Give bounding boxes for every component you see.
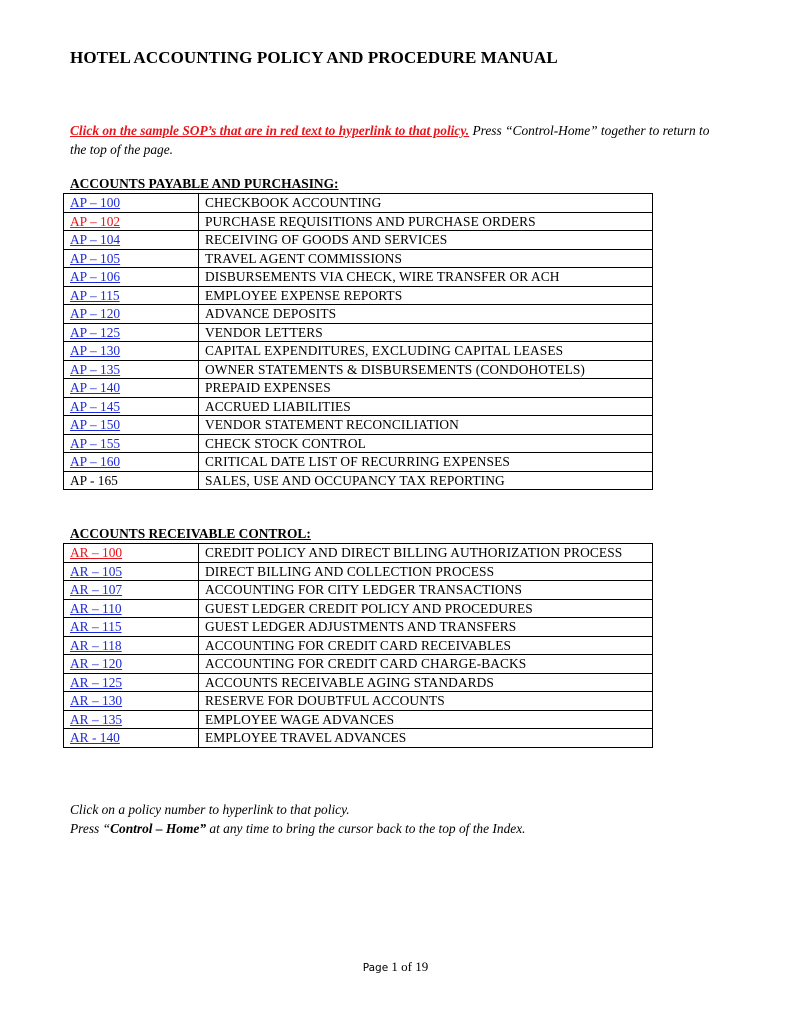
policy-description: CHECKBOOK ACCOUNTING xyxy=(199,194,653,213)
policy-number-link[interactable]: AR – 107 xyxy=(70,582,123,597)
table-row xyxy=(64,599,653,618)
policy-number-link[interactable]: AP – 140 xyxy=(70,380,121,395)
policy-description: PREPAID EXPENSES xyxy=(199,379,653,398)
policy-description: SALES, USE AND OCCUPANCY TAX REPORTING xyxy=(199,471,653,490)
policy-number-cell xyxy=(64,434,199,453)
table-row xyxy=(64,453,653,472)
table-row xyxy=(64,636,653,655)
policy-number-link[interactable]: AR – 100 xyxy=(70,545,123,560)
policy-number-cell xyxy=(64,268,199,287)
policy-number-link[interactable]: AR – 120 xyxy=(70,656,123,671)
table-row xyxy=(64,305,653,324)
policy-number-link[interactable]: AP – 105 xyxy=(70,250,121,266)
table-row xyxy=(64,342,653,361)
policy-number-link[interactable]: AR - 140 xyxy=(70,730,120,745)
policy-number-link[interactable]: AR – 130 xyxy=(70,693,123,708)
table-row xyxy=(64,268,653,287)
policy-number-link[interactable]: AR – 118 xyxy=(70,637,122,653)
policy-description: DISBURSEMENTS VIA CHECK, WIRE TRANSFER OR ACH xyxy=(199,268,653,287)
table-row xyxy=(64,194,653,213)
policy-number-link[interactable]: AP – 104 xyxy=(70,232,121,247)
table-row xyxy=(64,655,653,674)
policy-number-cell xyxy=(64,397,199,416)
table-row xyxy=(64,379,653,398)
policy-number-link[interactable]: AP – 102 xyxy=(70,213,121,229)
page-number xyxy=(0,959,791,975)
policy-number-link[interactable]: AP – 106 xyxy=(70,269,121,284)
policy-number-cell xyxy=(64,581,199,600)
policy-number-cell xyxy=(64,323,199,342)
policy-number-link[interactable]: AP – 115 xyxy=(70,287,120,303)
document-title: HOTEL ACCOUNTING POLICY AND PROCEDURE MANUAL xyxy=(70,48,558,67)
policy-description: RESERVE FOR DOUBTFUL ACCOUNTS xyxy=(199,692,653,711)
policy-number-cell xyxy=(64,636,199,655)
policy-description: RECEIVING OF GOODS AND SERVICES xyxy=(199,231,653,250)
footer-line-2-pre: Press “ xyxy=(70,821,111,836)
policy-description: DIRECT BILLING AND COLLECTION PROCESS xyxy=(199,562,653,581)
policy-number-cell xyxy=(64,194,199,213)
policy-number-cell xyxy=(64,692,199,711)
policy-description: ACCOUNTING FOR CREDIT CARD RECEIVABLES xyxy=(199,636,653,655)
policy-number-link[interactable]: AP – 100 xyxy=(70,195,121,210)
policy-number-link[interactable]: AP – 125 xyxy=(70,324,121,340)
table-row xyxy=(64,212,653,231)
table-row xyxy=(64,397,653,416)
policy-number-link[interactable]: AR – 125 xyxy=(70,674,123,690)
policy-number-cell xyxy=(64,379,199,398)
policy-number-cell xyxy=(64,249,199,268)
footer-line-2-post: at any time to bring the cursor back to the top of the Index. xyxy=(206,821,526,836)
ar-section-heading: ACCOUNTS RECEIVABLE CONTROL: xyxy=(70,526,311,541)
table-row xyxy=(64,729,653,748)
table-row xyxy=(64,323,653,342)
policy-description: ACCRUED LIABILITIES xyxy=(199,397,653,416)
ap-section-heading: ACCOUNTS PAYABLE AND PURCHASING: xyxy=(70,176,339,191)
policy-number-link[interactable]: AR – 135 xyxy=(70,711,123,727)
policy-description: GUEST LEDGER ADJUSTMENTS AND TRANSFERS xyxy=(199,618,653,637)
policy-number-cell xyxy=(64,655,199,674)
policy-description: EMPLOYEE EXPENSE REPORTS xyxy=(199,286,653,305)
policy-description: ACCOUNTING FOR CREDIT CARD CHARGE-BACKS xyxy=(199,655,653,674)
footer-note xyxy=(70,800,526,838)
table-row xyxy=(64,581,653,600)
policy-description: PURCHASE REQUISITIONS AND PURCHASE ORDERS xyxy=(199,212,653,231)
policy-description: ADVANCE DEPOSITS xyxy=(199,305,653,324)
policy-description: OWNER STATEMENTS & DISBURSEMENTS (CONDOHOTELS) xyxy=(199,360,653,379)
table-row xyxy=(64,360,653,379)
policy-number-cell xyxy=(64,471,199,490)
footer-line-2 xyxy=(70,819,526,838)
policy-description: VENDOR STATEMENT RECONCILIATION xyxy=(199,416,653,435)
policy-number-link[interactable]: AP – 135 xyxy=(70,361,121,377)
table-row xyxy=(64,286,653,305)
policy-number-link[interactable]: AP – 130 xyxy=(70,343,121,358)
policy-number: AP - 165 xyxy=(70,472,118,488)
policy-number-link[interactable]: AP – 155 xyxy=(70,435,121,451)
policy-description: ACCOUNTING FOR CITY LEDGER TRANSACTIONS xyxy=(199,581,653,600)
policy-description: EMPLOYEE TRAVEL ADVANCES xyxy=(199,729,653,748)
policy-number-cell xyxy=(64,618,199,637)
policy-number-cell xyxy=(64,710,199,729)
policy-number-link[interactable]: AP – 150 xyxy=(70,417,121,432)
table-row xyxy=(64,434,653,453)
policy-description: EMPLOYEE WAGE ADVANCES xyxy=(199,710,653,729)
policy-number-cell xyxy=(64,673,199,692)
intro-red-instruction: Click on the sample SOP’s that are in red text to hyperlink to that policy. xyxy=(70,123,470,138)
policy-description: CRITICAL DATE LIST OF RECURRING EXPENSES xyxy=(199,453,653,472)
ar-policy-table xyxy=(63,543,653,748)
policy-number-link[interactable]: AR – 115 xyxy=(70,619,122,634)
policy-number-link[interactable]: AP – 160 xyxy=(70,454,121,469)
policy-number-cell xyxy=(64,231,199,250)
policy-number-cell xyxy=(64,416,199,435)
policy-number-cell xyxy=(64,544,199,563)
policy-number-link[interactable]: AR – 110 xyxy=(70,600,122,616)
intro-paragraph xyxy=(70,121,710,159)
table-row xyxy=(64,673,653,692)
policy-description: CREDIT POLICY AND DIRECT BILLING AUTHORIZATION PROCESS xyxy=(199,544,653,563)
table-row xyxy=(64,692,653,711)
ap-policy-table xyxy=(63,193,653,490)
intro-instruction: Press “Control-Home” together to return to the top of the page. xyxy=(70,123,710,157)
page-label: Page xyxy=(362,962,389,974)
table-row xyxy=(64,710,653,729)
table-row xyxy=(64,416,653,435)
policy-description: CHECK STOCK CONTROL xyxy=(199,434,653,453)
policy-description: ACCOUNTS RECEIVABLE AGING STANDARDS xyxy=(199,673,653,692)
table-row xyxy=(64,231,653,250)
table-row xyxy=(64,562,653,581)
policy-number-cell xyxy=(64,212,199,231)
table-row xyxy=(64,618,653,637)
policy-number-cell xyxy=(64,342,199,361)
policy-description: TRAVEL AGENT COMMISSIONS xyxy=(199,249,653,268)
policy-number-link[interactable]: AR – 105 xyxy=(70,563,123,579)
policy-number-cell xyxy=(64,729,199,748)
policy-description: VENDOR LETTERS xyxy=(199,323,653,342)
policy-number-cell xyxy=(64,562,199,581)
page-count: 1 of 19 xyxy=(388,959,429,974)
table-row xyxy=(64,249,653,268)
policy-description: GUEST LEDGER CREDIT POLICY AND PROCEDURES xyxy=(199,599,653,618)
table-row xyxy=(64,544,653,563)
policy-description: CAPITAL EXPENDITURES, EXCLUDING CAPITAL LEASES xyxy=(199,342,653,361)
policy-number-cell xyxy=(64,453,199,472)
footer-line-1: Click on a policy number to hyperlink to that policy. xyxy=(70,802,350,817)
policy-number-cell xyxy=(64,599,199,618)
policy-number-cell xyxy=(64,360,199,379)
policy-number-link[interactable]: AP – 120 xyxy=(70,306,121,321)
policy-number-cell xyxy=(64,286,199,305)
footer-shortcut: Control – Home” xyxy=(110,821,207,836)
table-row xyxy=(64,471,653,490)
policy-number-link[interactable]: AP – 145 xyxy=(70,398,121,414)
policy-number-cell xyxy=(64,305,199,324)
